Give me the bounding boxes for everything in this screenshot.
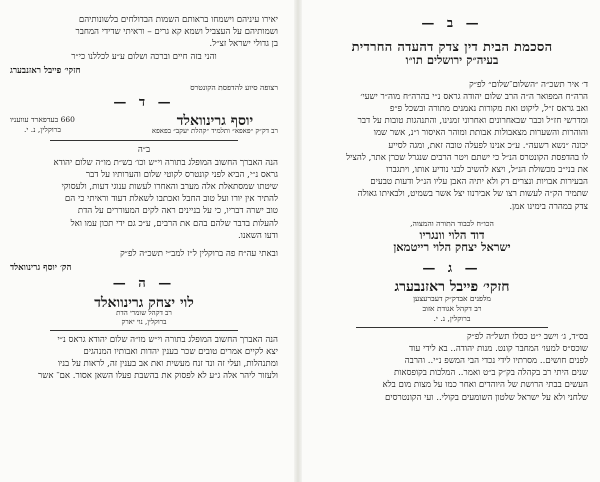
heading: הסכמת הבית דין צדק דהעדה החרדית [351, 40, 553, 56]
body-line: שתמיד הק״ה לעשות רצו של אבירנוו יצל אשר בשמיט, ולבאיתו גאולה [357, 189, 588, 200]
body-line: את בני״ב מכשולת הנ״ל, ויצא להשיב לבני נודיע אותו, ויתגברו [386, 165, 588, 176]
letterhead-line: מלפנים אבדק״ק דעברעצען [413, 293, 491, 303]
book-gutter [294, 0, 302, 482]
letterhead-c [316, 281, 588, 323]
honor-line: הכו״ח לכבוד התורה והמצוה, [410, 218, 494, 228]
signature: דוד הלוי וונגריו [419, 227, 485, 242]
letterhead-name: לוי יצחק גרינוואלד [94, 294, 194, 311]
funding-note: רצופה סיוע להדפסת הקונטרס [190, 83, 278, 93]
body-line: לפנים חושים.. מסרתיו לידי נכדי הבי המשפ נ״י.. והרבה [404, 356, 588, 367]
intro-line: בן גדולי ישראל זצ״ל. [209, 39, 278, 50]
body-line: להתיר אין יורו ועל טוב החבל ואכתבו לשאלת דעוד וראיתי כי הם [64, 194, 278, 205]
body-line: גראס נ״י, הביא לפני קונטרס לקוטי שלום והערותיו על דבר [85, 169, 278, 180]
body-line: צדק במהרה בימינו אמן. [509, 201, 588, 212]
body-line: יכונה ״נשא רשעה״. ע״כ אנינו לפעלה טובה זאת, ומגה לסייע [388, 140, 588, 151]
body-line: העשים בבתי הרושת של היוהדים ואחר כמו על מצות מום בלא [382, 380, 588, 391]
intro-line: ושמותיהם על העצביל ושמא קא גרים – וראיתי שדידי המחבר [75, 27, 278, 38]
body-line: שיטתו שמסתאלת אלה מערב והאחרו לעשות ענוגי דעות, ולעסוקי [61, 182, 278, 193]
letterhead-rule [50, 140, 238, 141]
left-page [4, 0, 290, 482]
date-line: ד׳ איר תשכ״ה ״השלום־שלום״ לפ״ק [469, 79, 588, 90]
body-line: שלחני ולא על ישראל שלטון השומעים בקולי.. ועי הקונטרסים [384, 392, 588, 403]
letterhead-name: יוסף גרינוואלד [176, 113, 254, 130]
body-line: הרה״ח המפואר ה״ה הרב שלום יהודה גראס נ״י בהרה״ח מוה״ר ישעי׳ [360, 91, 588, 102]
body-line: הבעירות אבויות ונצרים דק ולא יתיה האבן עליו הנ״ל ודעות טבעים [370, 177, 588, 188]
letterhead-address: ברוקלין, נ. י. [23, 125, 61, 135]
signature: הק׳ יוסף גרינוואלד [10, 263, 72, 274]
letterhead-subtitle: רב דקהל שומרי הדת [116, 308, 172, 317]
letterhead-d-right [152, 115, 278, 136]
letterhead-line: ברוקלין, נ. י. [433, 313, 471, 323]
letterhead-address: 660 בעדפארד עוועניו [10, 115, 75, 125]
body-line: ואב גראס ז״ל, ליקוט ואת מקורות נאמנים מתורה ובשכל פ״פ [389, 104, 588, 115]
subheading: בעיה״ק ירושלים תו״ו [405, 53, 499, 68]
intro-line: יאירו עיניהם וישמחו בראותם השמות הבדולחים בלשונותיהם [78, 15, 278, 25]
letterhead-name: חזקי׳ פייבל ראזנבערג [394, 279, 510, 296]
body-line: הנה האברך החשוב המופלג בתורה וי״ש וכו׳ בש״ת מו״ה שלום יהודא [53, 157, 278, 168]
body-line: שנים היתי רב בקהלה בק״ק ב״ט ואמר.. המלכות בקופסאות [393, 368, 588, 379]
section-marker-e: — ה — [112, 276, 176, 292]
body-line: ומדרשי חז״ל וכבר שבאחרונים ואחרוני זמנינו, והתנהגות טובות על דבר [357, 116, 588, 127]
signature: ישראל יצחק הלוי רייטמאן [393, 240, 511, 255]
body-line: טוב ישרה דבריו, כי על בניינים ראה לקים המעוררים על הדת [77, 206, 278, 217]
section-marker-b: — ב — [421, 16, 483, 31]
body-line: ולעזור ליהר אלה ג״ע לא לפסוק את בהשבת פעלו השאן אסור. אם־ אשר [38, 371, 278, 382]
letterhead-line: רב דקהל אגודת אזוב [422, 303, 482, 313]
letterhead-address: ברוקלין, נוי יארק [121, 317, 167, 326]
body-line: להעלות בדבר שלהם בהם את הרבים, ע״כ גם ידי תכון עמו ואל [70, 218, 278, 229]
closing-line: ובאתי עה״ח פה ברוקלין ל״ז למב״י תשכ״ה לפ״ק [120, 249, 278, 260]
body-line: יצא לקיים אמרים טובים שכר בענין יהדות ואבותיו המנהגים [83, 347, 278, 358]
section-marker-c: — ג — [422, 261, 482, 277]
date-line: בס״ד, ג׳ וישב י״ט כסלו תשל״ה לפ״ק [466, 331, 588, 342]
letterhead-e [10, 294, 278, 327]
signature: חזקי׳ פייבל ראזנבערג [10, 65, 81, 76]
body-line: שוכס״ס למעו׳ המחבר קונט. מנות יהודה.. בא לידי עוד [409, 343, 588, 354]
blessing-line: והני בזה חיים וברכה ושלום ע״ע לכללנו כי״ר [71, 51, 217, 62]
letterhead-rule [50, 330, 238, 331]
body-line: והוהרות והשערות מצאבולות אבותת ומוהר האיסור ו״נ, אשר שמו [373, 128, 588, 139]
right-page [308, 0, 598, 482]
letterhead-rule [356, 327, 548, 328]
letterhead-d-left [10, 115, 75, 136]
body-line: הנה האברך החשוב המופלג בתורה וי״ש מו״ה שלום יהודא גראס נ״י [57, 334, 278, 345]
body-line: ודעו השאנו. [237, 230, 278, 241]
letterhead-d [10, 115, 278, 136]
letterhead-subtitle: רב דק״ק ״פאפא״ ותלמיד ״קהלת יעקב״ בפאפא [151, 127, 278, 136]
section-marker-d: — ד — [113, 95, 175, 111]
bh-mark: ב״ה [137, 145, 151, 156]
body-line: לו בהדפסת הקונטרס הנ״ל כי ישתם ויטר הרבים שנגרל שכרן אתר, להציל [346, 152, 588, 163]
body-line: ומתנהלות, ועלי זה ונד זנח מעשית ואת אב בענין זה, לראות על בניו [57, 359, 278, 370]
